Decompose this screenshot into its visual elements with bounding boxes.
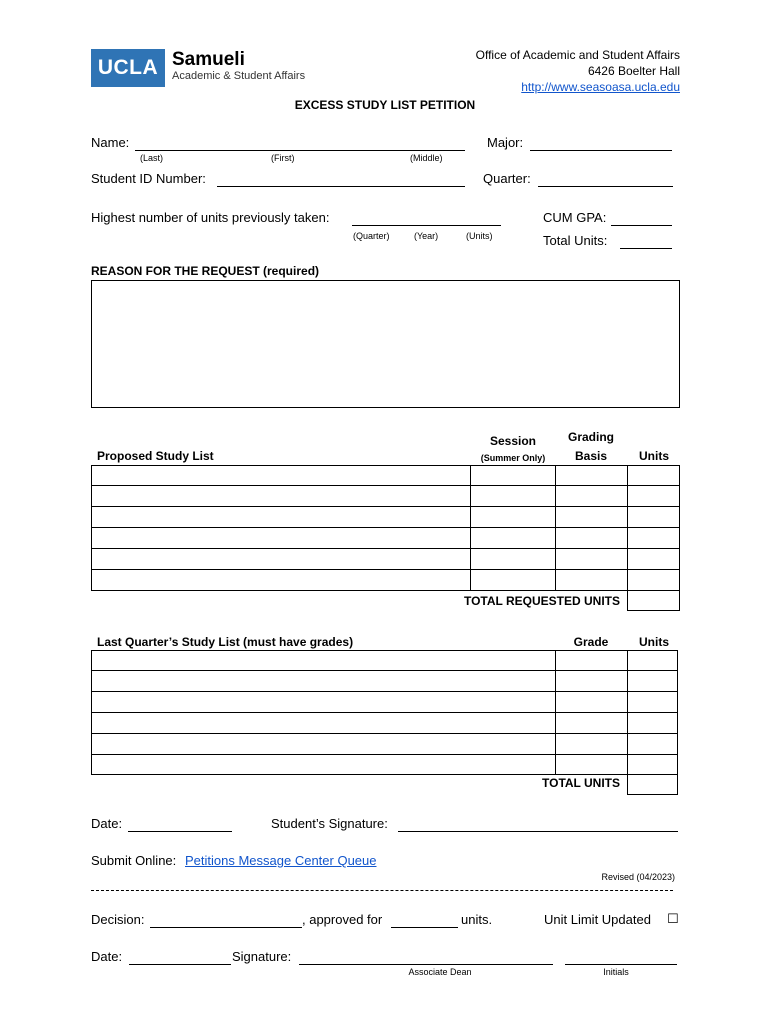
decision-field[interactable] — [150, 911, 302, 928]
total-requested-units-label: TOTAL REQUESTED UNITS — [463, 594, 620, 608]
student-signature-label: Student’s Signature: — [271, 816, 388, 831]
highest-units-label: Highest number of units previously taken: — [91, 210, 330, 225]
approved-for-label: , approved for — [302, 912, 383, 927]
quarter-label: Quarter: — [483, 171, 531, 186]
total-requested-units-box[interactable] — [627, 590, 680, 611]
date-label: Date: — [91, 816, 123, 831]
initials-field[interactable] — [565, 948, 677, 965]
units-hint: (Units) — [466, 231, 493, 241]
major-label: Major: — [487, 135, 524, 150]
table-row[interactable] — [92, 671, 677, 691]
decision-label: Decision: — [91, 912, 145, 927]
total-units-box[interactable] — [627, 774, 678, 795]
major-field[interactable] — [530, 134, 672, 151]
total-units-label: Total Units: — [543, 233, 608, 248]
first-hint: (First) — [271, 153, 295, 163]
student-id-field[interactable] — [217, 170, 465, 187]
table-row[interactable] — [92, 486, 679, 506]
petitions-queue-link[interactable]: Petitions Message Center Queue — [185, 853, 377, 868]
total-units-row-label: TOTAL UNITS — [542, 776, 620, 790]
student-id-label: Student ID Number: — [91, 171, 206, 186]
cum-gpa-field[interactable] — [611, 209, 672, 226]
ucla-logo-box: UCLA — [91, 49, 165, 87]
name-field[interactable] — [135, 134, 465, 151]
office-date-label: Date: — [91, 949, 123, 964]
unit-limit-checkbox[interactable]: ☐ — [667, 911, 679, 926]
office-signature-field[interactable] — [299, 948, 553, 965]
revised-date: Revised (04/2023) — [601, 872, 675, 882]
table-row[interactable] — [92, 528, 679, 548]
grading-header: Grading — [567, 430, 614, 444]
approved-units-field[interactable] — [391, 911, 458, 928]
office-date-field[interactable] — [129, 948, 231, 965]
table-row[interactable] — [92, 755, 677, 774]
table-row[interactable] — [92, 570, 679, 590]
session-header: Session — [489, 434, 537, 448]
units-header: Units — [639, 449, 669, 463]
total-units-field[interactable] — [620, 232, 672, 249]
proposed-list-title: Proposed Study List — [97, 449, 214, 463]
submit-online-label: Submit Online: — [91, 853, 177, 868]
highest-units-field[interactable] — [352, 209, 501, 226]
table-row[interactable] — [92, 734, 677, 754]
basis-header: Basis — [574, 449, 608, 463]
table-row[interactable] — [92, 549, 679, 569]
lq-units-header: Units — [639, 635, 669, 649]
table-row[interactable] — [92, 651, 677, 670]
middle-hint: (Middle) — [410, 153, 443, 163]
last-hint: (Last) — [140, 153, 164, 163]
unit-limit-updated-label: Unit Limit Updated — [544, 912, 651, 927]
quarter-field[interactable] — [538, 170, 673, 187]
grade-header: Grade — [573, 635, 609, 649]
session-subheader: (Summer Only) — [480, 453, 546, 463]
units-word: units. — [461, 912, 493, 927]
logo-subtitle: Academic & Student Affairs — [172, 70, 306, 82]
year-hint: (Year) — [414, 231, 439, 241]
office-url-link[interactable]: http://www.seasoasa.ucla.edu — [521, 80, 680, 94]
associate-dean-caption: Associate Dean — [408, 967, 472, 977]
last-quarter-title: Last Quarter’s Study List (must have grades) — [97, 635, 354, 649]
office-address: 6426 Boelter Hall — [587, 64, 680, 78]
table-row[interactable] — [92, 713, 677, 733]
name-label: Name: — [91, 135, 130, 150]
reason-label: REASON FOR THE REQUEST (required) — [91, 264, 320, 278]
table-row[interactable] — [92, 466, 679, 485]
office-signature-label: Signature: — [232, 949, 292, 964]
reason-textarea[interactable] — [91, 280, 680, 408]
office-name: Office of Academic and Student Affairs — [475, 48, 680, 62]
initials-caption: Initials — [603, 967, 629, 977]
cum-gpa-label: CUM GPA: — [543, 210, 607, 225]
divider — [91, 890, 673, 891]
logo-samueli: Samueli — [172, 49, 245, 70]
table-row[interactable] — [92, 692, 677, 712]
page-title: EXCESS STUDY LIST PETITION — [294, 98, 476, 112]
table-row[interactable] — [92, 507, 679, 527]
date-field[interactable] — [128, 815, 232, 832]
student-signature-field[interactable] — [398, 815, 678, 832]
quarter-hint: (Quarter) — [353, 231, 390, 241]
